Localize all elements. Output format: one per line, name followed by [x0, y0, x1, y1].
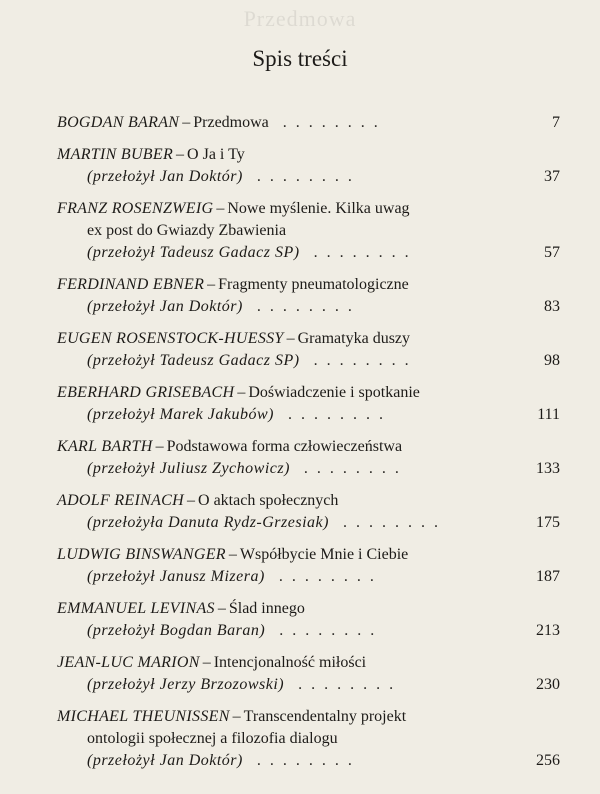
- toc-entry: [57, 144, 560, 188]
- entry-page-number: 83: [544, 298, 560, 315]
- entry-page-number: 256: [536, 752, 560, 769]
- entry-title: Ślad innego: [228, 600, 305, 617]
- toc-entry: [57, 706, 560, 772]
- entry-dash: –: [232, 708, 241, 725]
- entry-author: EBERHARD GRISEBACH: [57, 384, 235, 401]
- dot-leader: ........: [279, 622, 384, 639]
- entry-page-number: 187: [536, 568, 560, 585]
- entry-translator: (przełożył Tadeusz Gadacz SP): [87, 352, 300, 369]
- entry-title: Przedmowa: [193, 114, 269, 131]
- entry-page-number: 213: [536, 622, 560, 639]
- entry-author: FERDINAND EBNER: [57, 276, 205, 293]
- entry-title: O aktach społecznych: [198, 492, 339, 509]
- dot-leader: ........: [313, 244, 418, 261]
- entry-title: Intencjonalność miłości: [213, 654, 367, 671]
- table-of-contents: [57, 112, 560, 782]
- entry-title: Współbycie Mnie i Ciebie: [239, 546, 409, 563]
- entry-title: Nowe myślenie. Kilka uwag: [227, 200, 410, 217]
- entry-translator: (przełożył Jerzy Brzozowski): [87, 676, 285, 693]
- entry-author: MICHAEL THEUNISSEN: [57, 708, 230, 725]
- entry-page-number: 98: [544, 352, 560, 369]
- dot-leader: ........: [342, 514, 447, 531]
- dot-leader: ........: [287, 406, 392, 423]
- entry-translator: (przełożył Marek Jakubów): [87, 406, 274, 423]
- entry-page-number: 37: [544, 168, 560, 185]
- toc-entry: [57, 112, 560, 134]
- entry-dash: –: [237, 384, 246, 401]
- entry-dash: –: [187, 492, 196, 509]
- dot-leader: ........: [256, 168, 361, 185]
- entry-author: EMMANUEL LEVINAS: [57, 600, 215, 617]
- entry-translator: (przełożył Jan Doktór): [87, 298, 243, 315]
- page-title: Spis treści: [252, 46, 348, 71]
- toc-entry: [57, 328, 560, 372]
- entry-dash: –: [207, 276, 216, 293]
- entry-title: Fragmenty pneumatologiczne: [218, 276, 409, 293]
- entry-dash: –: [176, 146, 185, 163]
- entry-dash: –: [286, 330, 295, 347]
- entry-title: Podstawowa forma człowieczeństwa: [166, 438, 403, 455]
- toc-entry: [57, 544, 560, 588]
- entry-page-number: 7: [552, 114, 560, 131]
- dot-leader: ........: [256, 752, 361, 769]
- entry-dash: –: [217, 600, 226, 617]
- entry-author: LUDWIG BINSWANGER: [57, 546, 226, 563]
- entry-author: EUGEN ROSENSTOCK-HUESSY: [57, 330, 284, 347]
- entry-dash: –: [155, 438, 164, 455]
- entry-title: Transcendentalny projekt: [243, 708, 407, 725]
- entry-author: MARTIN BUBER: [57, 146, 174, 163]
- entry-translator: (przełożył Juliusz Zychowicz): [87, 460, 290, 477]
- dot-leader: ........: [313, 352, 418, 369]
- dot-leader: ........: [256, 298, 361, 315]
- toc-entry: [57, 436, 560, 480]
- toc-entry: [57, 382, 560, 426]
- entry-page-number: 175: [536, 514, 560, 531]
- entry-page-number: 133: [536, 460, 560, 477]
- entry-page-number: 230: [536, 676, 560, 693]
- entry-title: Doświadczenie i spotkanie: [248, 384, 420, 401]
- toc-entry: [57, 274, 560, 318]
- entry-author: KARL BARTH: [57, 438, 153, 455]
- dot-leader: ........: [303, 460, 408, 477]
- entry-author: JEAN-LUC MARION: [57, 654, 200, 671]
- entry-title: O Ja i Ty: [187, 146, 245, 163]
- entry-title: Gramatyka duszy: [297, 330, 411, 347]
- entry-translator: (przełożyła Danuta Rydz-Grzesiak): [87, 514, 329, 531]
- toc-entry: [57, 598, 560, 642]
- entry-translator: (przełożył Tadeusz Gadacz SP): [87, 244, 300, 261]
- entry-author: FRANZ ROSENZWEIG: [57, 200, 214, 217]
- entry-dash: –: [216, 200, 225, 217]
- entry-dash: –: [182, 114, 191, 131]
- entry-translator: (przełożył Bogdan Baran): [87, 622, 266, 639]
- entry-translator: (przełożył Janusz Mizera): [87, 568, 265, 585]
- entry-dash: –: [202, 654, 211, 671]
- dot-leader: ........: [282, 114, 387, 131]
- entry-translator: (przełożył Jan Doktór): [87, 752, 243, 769]
- entry-author: ADOLF REINACH: [57, 492, 185, 509]
- dot-leader: ........: [278, 568, 383, 585]
- entry-title-continuation: ex post do Gwiazdy Zbawienia: [87, 222, 287, 239]
- dot-leader: ........: [298, 676, 403, 693]
- toc-entry: [57, 198, 560, 264]
- entry-dash: –: [228, 546, 237, 563]
- toc-entry: [57, 652, 560, 696]
- toc-entry: [57, 490, 560, 534]
- entry-page-number: 111: [537, 406, 560, 423]
- entry-translator: (przełożył Jan Doktór): [87, 168, 243, 185]
- entry-author: BOGDAN BARAN: [57, 114, 180, 131]
- entry-title-continuation: ontologii społecznej a filozofia dialogu: [87, 730, 338, 747]
- bleed-through-heading: Przedmowa: [243, 6, 357, 31]
- entry-page-number: 57: [544, 244, 560, 261]
